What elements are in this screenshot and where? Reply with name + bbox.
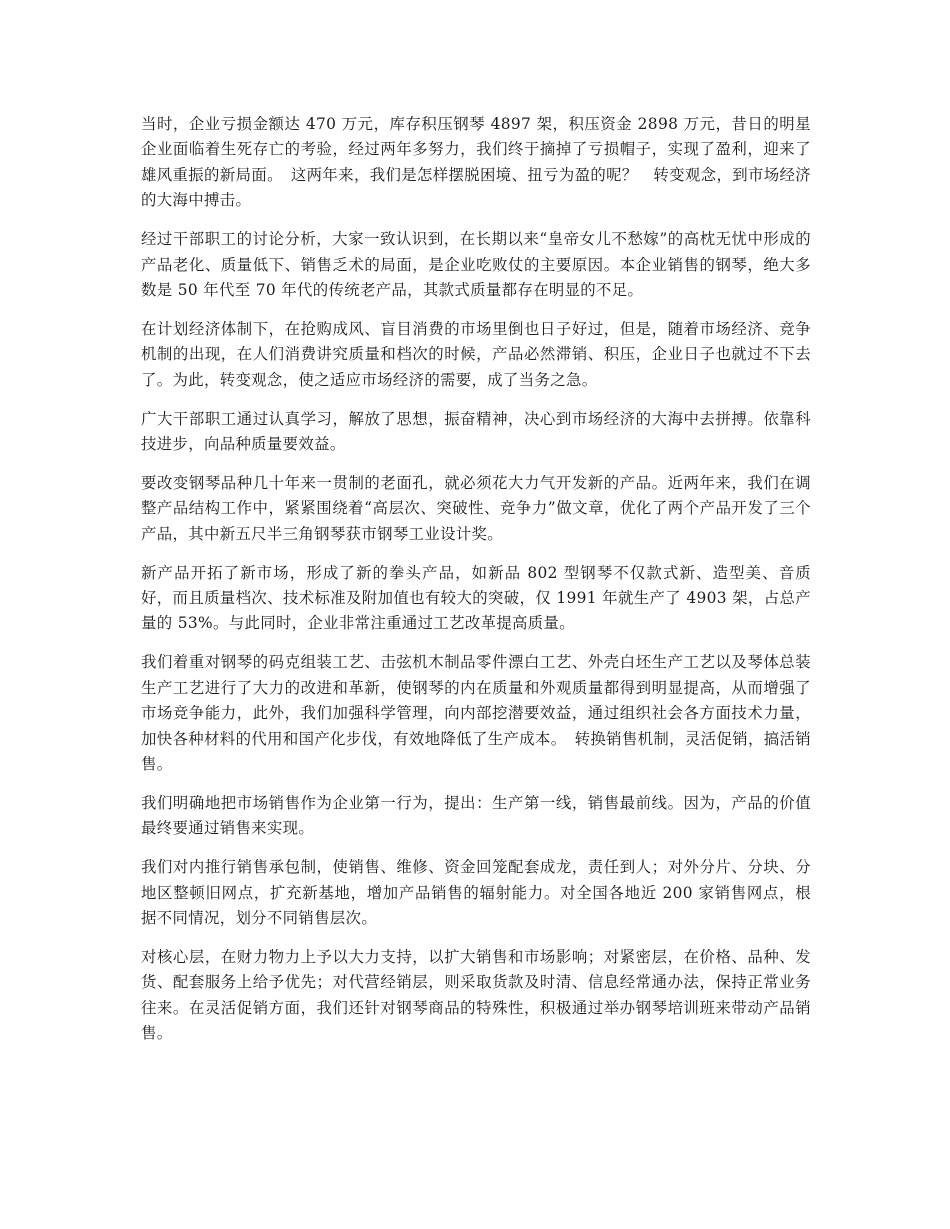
paragraph: 我们着重对钢琴的码克组装工艺、击弦机木制品零件漂白工艺、外壳白坯生产工艺以及琴体总装生产工艺进行了大力的改进和革新，使钢琴的内在质量和外观质量都得到明显提高，从而增强了市场竞争能力，此外，我们加强科学管理，向内部挖潜要效益，通过组织社会各方面技术力量，加快各种材料的代用和国产化步伐，有效地降低了生产成本。 转换销售机制，灵活促销，搞活销售。 — [141, 653, 811, 773]
paragraph: 对核心层，在财力物力上予以大力支持，以扩大销售和市场影响；对紧密层，在价格、品种、发货、配套服务上给予优先；对代营经销层，则采取货款及时清、信息经常通办法，保持正常业务往来。在灵活促销方面，我们还针对钢琴商品的特殊性，积极通过举办钢琴培训班来带动产品销售。 — [141, 947, 811, 1043]
paragraph: 当时，企业亏损金额达 470 万元，库存积压钢琴 4897 架，积压资金 2898 万元，昔日的明星企业面临着生死存亡的考验，经过两年多努力，我们终于摘掉了亏损帽子，实现了盈利，迎来了雄风重振的新局面。 这两年来，我们是怎样摆脱困境、扭亏为盈的呢？ 转变观念，到市场经济的大海中搏击。 — [141, 115, 811, 210]
document-body — [141, 112, 811, 1060]
paragraph: 新产品开拓了新市场，形成了新的拳头产品，如新品 802 型钢琴不仅款式新、造型美、音质好，而且质量档次、技术标准及附加值也有较大的突破，仅 1991 年就生产了 4903 架，占总产量的 53%。与此同时，企业非常注重通过工艺改革提高质量。 — [141, 563, 811, 633]
paragraph: 在计划经济体制下，在抢购成风、盲目消费的市场里倒也日子好过，但是，随着市场经济、竞争机制的出现，在人们消费讲究质量和档次的时候，产品必然滞销、积压，企业日子也就过不下去了。为此，转变观念，使之适应市场经济的需要，成了当务之急。 — [141, 319, 811, 389]
paragraph: 我们明确地把市场销售作为企业第一行为，提出：生产第一线，销售最前线。因为，产品的价值最终要通过销售来实现。 — [141, 793, 811, 838]
paragraph: 经过干部职工的讨论分析，大家一致认识到，在长期以来“皇帝女儿不愁嫁”的高枕无忧中形成的产品老化、质量低下、销售乏术的局面，是企业吃败仗的主要原因。本企业销售的钢琴，绝大多数是 50 年代至 70 年代的传统老产品，其款式质量都存在明显的不足。 — [141, 230, 811, 299]
paragraph: 要改变钢琴品种几十年来一贯制的老面孔，就必须花大力气开发新的产品。近两年来，我们在调整产品结构工作中，紧紧围绕着“高层次、突破性、竞争力”做文章，优化了两个产品开发了三个产品，其中新五尺半三角钢琴获市钢琴工业设计奖。 — [141, 473, 811, 543]
paragraph: 我们对内推行销售承包制，使销售、维修、资金回笼配套成龙，责任到人；对外分片、分块、分地区整顿旧网点，扩充新基地，增加产品销售的辐射能力。对全国各地近 200 家销售网点，根据不同情况，划分不同销售层次。 — [141, 858, 811, 927]
paragraph: 广大干部职工通过认真学习，解放了思想，振奋精神，决心到市场经济的大海中去拼搏。依靠科技进步，向品种质量要效益。 — [141, 409, 811, 453]
